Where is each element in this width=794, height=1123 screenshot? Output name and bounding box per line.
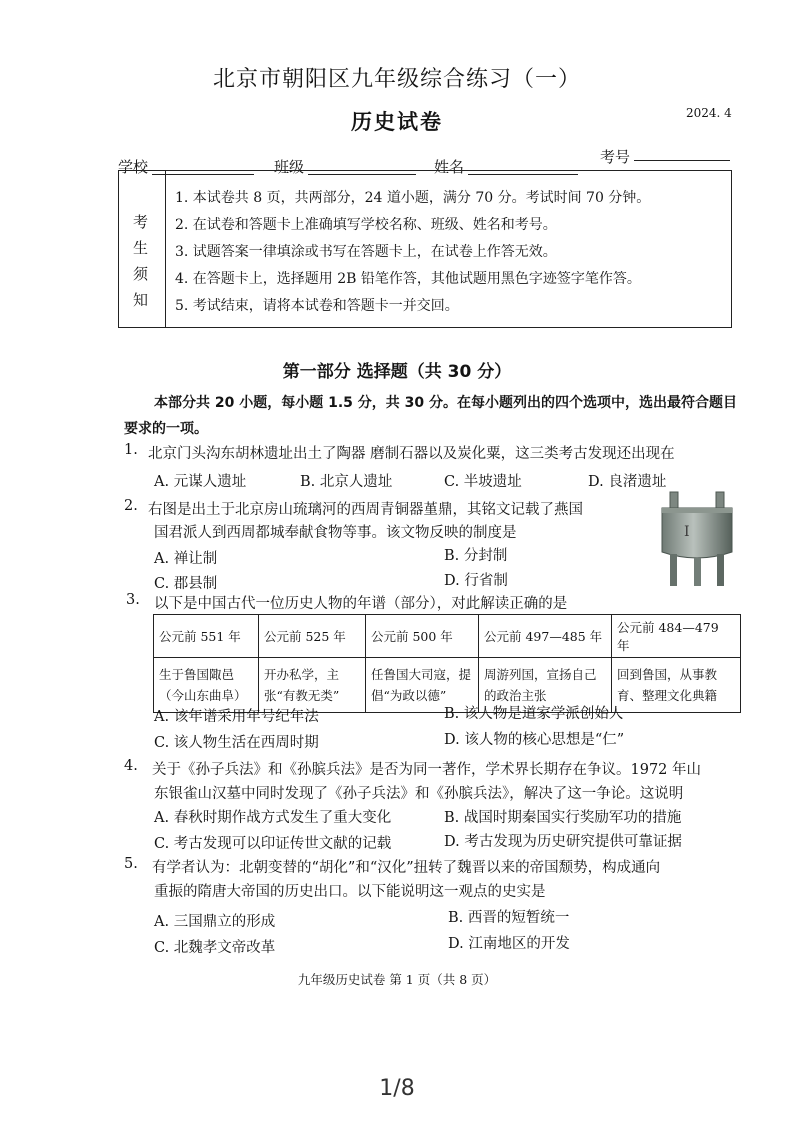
- notice-rule: 5. 考试结束，请将本试卷和答题卡一并交回。: [175, 298, 459, 314]
- notice-rule: 2. 在试卷和答题卡上准确填写学校名称、班级、姓名和考号。: [175, 217, 557, 233]
- option-b: B. 北京人遗址: [300, 474, 393, 490]
- question-stem: 北京门头沟东胡林遗址出土了陶器 磨制石器以及炭化粟，这三类考古发现还出现在: [148, 446, 675, 462]
- table-header-cell: 公元前 497—485 年: [479, 615, 612, 658]
- question-stem: 右图是出土于北京房山琉璃河的西周青铜器堇鼎，其铭文记载了燕国: [148, 502, 583, 518]
- section-title: 第一部分 选择题（共 30 分）: [282, 362, 512, 382]
- question-stem: 关于《孙子兵法》和《孙膑兵法》是否为同一著作，学术界长期存在争议。1972 年山: [152, 762, 702, 778]
- section-intro: 本部分共 20 小题，每小题 1.5 分，共 30 分。在每小题列出的四个选项中，选出最符合题目要求的一项。: [124, 395, 738, 437]
- table-cell: 任鲁国大司寇，提倡“为政以德”: [366, 658, 479, 713]
- chronology-table: [153, 614, 741, 713]
- question-number: 1.: [124, 442, 138, 458]
- question-stem: 东银雀山汉墓中同时发现了《孙子兵法》和《孙膑兵法》，解决了这一争论。这说明: [154, 786, 684, 802]
- option-a: A. 该年谱采用年号纪年法: [154, 709, 319, 725]
- page-footer: 九年级历史试卷 第 1 页（共 8 页）: [297, 972, 497, 987]
- question-number: 4.: [124, 758, 138, 774]
- option-d: D. 考古发现为历史研究提供可靠证据: [444, 834, 682, 850]
- table-header-row: [154, 615, 741, 658]
- question-stem: 国君派人到西周都城奉献食物等事。该文物反映的制度是: [154, 525, 517, 541]
- option-a: A. 禅让制: [154, 551, 218, 567]
- notice-rule: 3. 试题答案一律填涂或书写在答题卡上，在试卷上作答无效。: [175, 244, 557, 260]
- inscription-mark: I: [684, 524, 690, 540]
- bronze-ding-image: [654, 490, 740, 590]
- exam-title: 北京市朝阳区九年级综合练习（一）: [212, 67, 581, 92]
- table-header-cell: 公元前 484—479 年: [612, 615, 741, 658]
- question-stem: 以下是中国古代一位历史人物的年谱（部分），对此解读正确的是: [154, 596, 568, 612]
- question-stem: 有学者认为：北朝变替的“胡化”和“汉化”扭转了魏晋以来的帝国颓势，构成通向: [152, 860, 661, 876]
- option-c: C. 北魏孝文帝改革: [154, 940, 276, 956]
- option-d: D. 江南地区的开发: [448, 936, 570, 952]
- table-cell: 生于鲁国陬邑（今山东曲阜）: [154, 658, 259, 713]
- question-number: 5.: [124, 856, 138, 872]
- option-d: D. 该人物的核心思想是“仁”: [444, 732, 625, 748]
- table-cell: 回到鲁国，从事教育、整理文化典籍: [612, 658, 741, 713]
- question-number: 3.: [126, 592, 140, 608]
- notice-rule: 1. 本试卷共 8 页，共两部分，24 道小题，满分 70 分。考试时间 70 分钟。: [175, 190, 651, 206]
- option-b: B. 该人物是道家学派创始人: [444, 706, 624, 722]
- option-a: A. 三国鼎立的形成: [154, 914, 276, 930]
- option-c: C. 郡县制: [154, 576, 218, 592]
- notice-rule: 4. 在答题卡上，选择题用 2B 铅笔作答，其他试题用黑色字迹签字笔作答。: [175, 271, 641, 287]
- table-header-cell: 公元前 525 年: [259, 615, 366, 658]
- exam-date: 2024. 4: [686, 106, 732, 120]
- question-stem: 重振的隋唐大帝国的历史出口。以下能说明这一观点的史实是: [154, 884, 546, 900]
- table-header-cell: 公元前 551 年: [154, 615, 259, 658]
- option-d: D. 良渚遗址: [588, 474, 667, 490]
- question-number: 2.: [124, 498, 138, 514]
- exam-number-blank: [634, 160, 730, 161]
- exam-subtitle: 历史试卷: [351, 109, 443, 134]
- option-a: A. 春秋时期作战方式发生了重大变化: [154, 810, 392, 826]
- notice-rules: [175, 185, 650, 320]
- name-label: 姓名: [434, 158, 465, 176]
- notice-side-label: 考 生 须 知: [119, 171, 166, 327]
- page-indicator: 1/8: [379, 1076, 415, 1101]
- candidate-notice-box: [118, 170, 732, 328]
- option-c: C. 半坡遗址: [444, 474, 522, 490]
- option-c: C. 考古发现可以印证传世文献的记载: [154, 836, 392, 852]
- exam-number-label: 考号: [600, 148, 631, 166]
- option-b: B. 分封制: [444, 548, 508, 564]
- option-a: A. 元谋人遗址: [154, 474, 247, 490]
- table-cell: 开办私学，主张“有教无类”: [259, 658, 366, 713]
- option-b: B. 西晋的短暂统一: [448, 910, 570, 926]
- school-label: 学校: [118, 158, 149, 176]
- class-label: 班级: [274, 158, 305, 176]
- option-c: C. 该人物生活在西周时期: [154, 735, 319, 751]
- table-header-cell: 公元前 500 年: [366, 615, 479, 658]
- table-cell: 周游列国，宣扬自己的政治主张: [479, 658, 612, 713]
- option-b: B. 战国时期秦国实行奖励军功的措施: [444, 810, 682, 826]
- option-d: D. 行省制: [444, 573, 508, 589]
